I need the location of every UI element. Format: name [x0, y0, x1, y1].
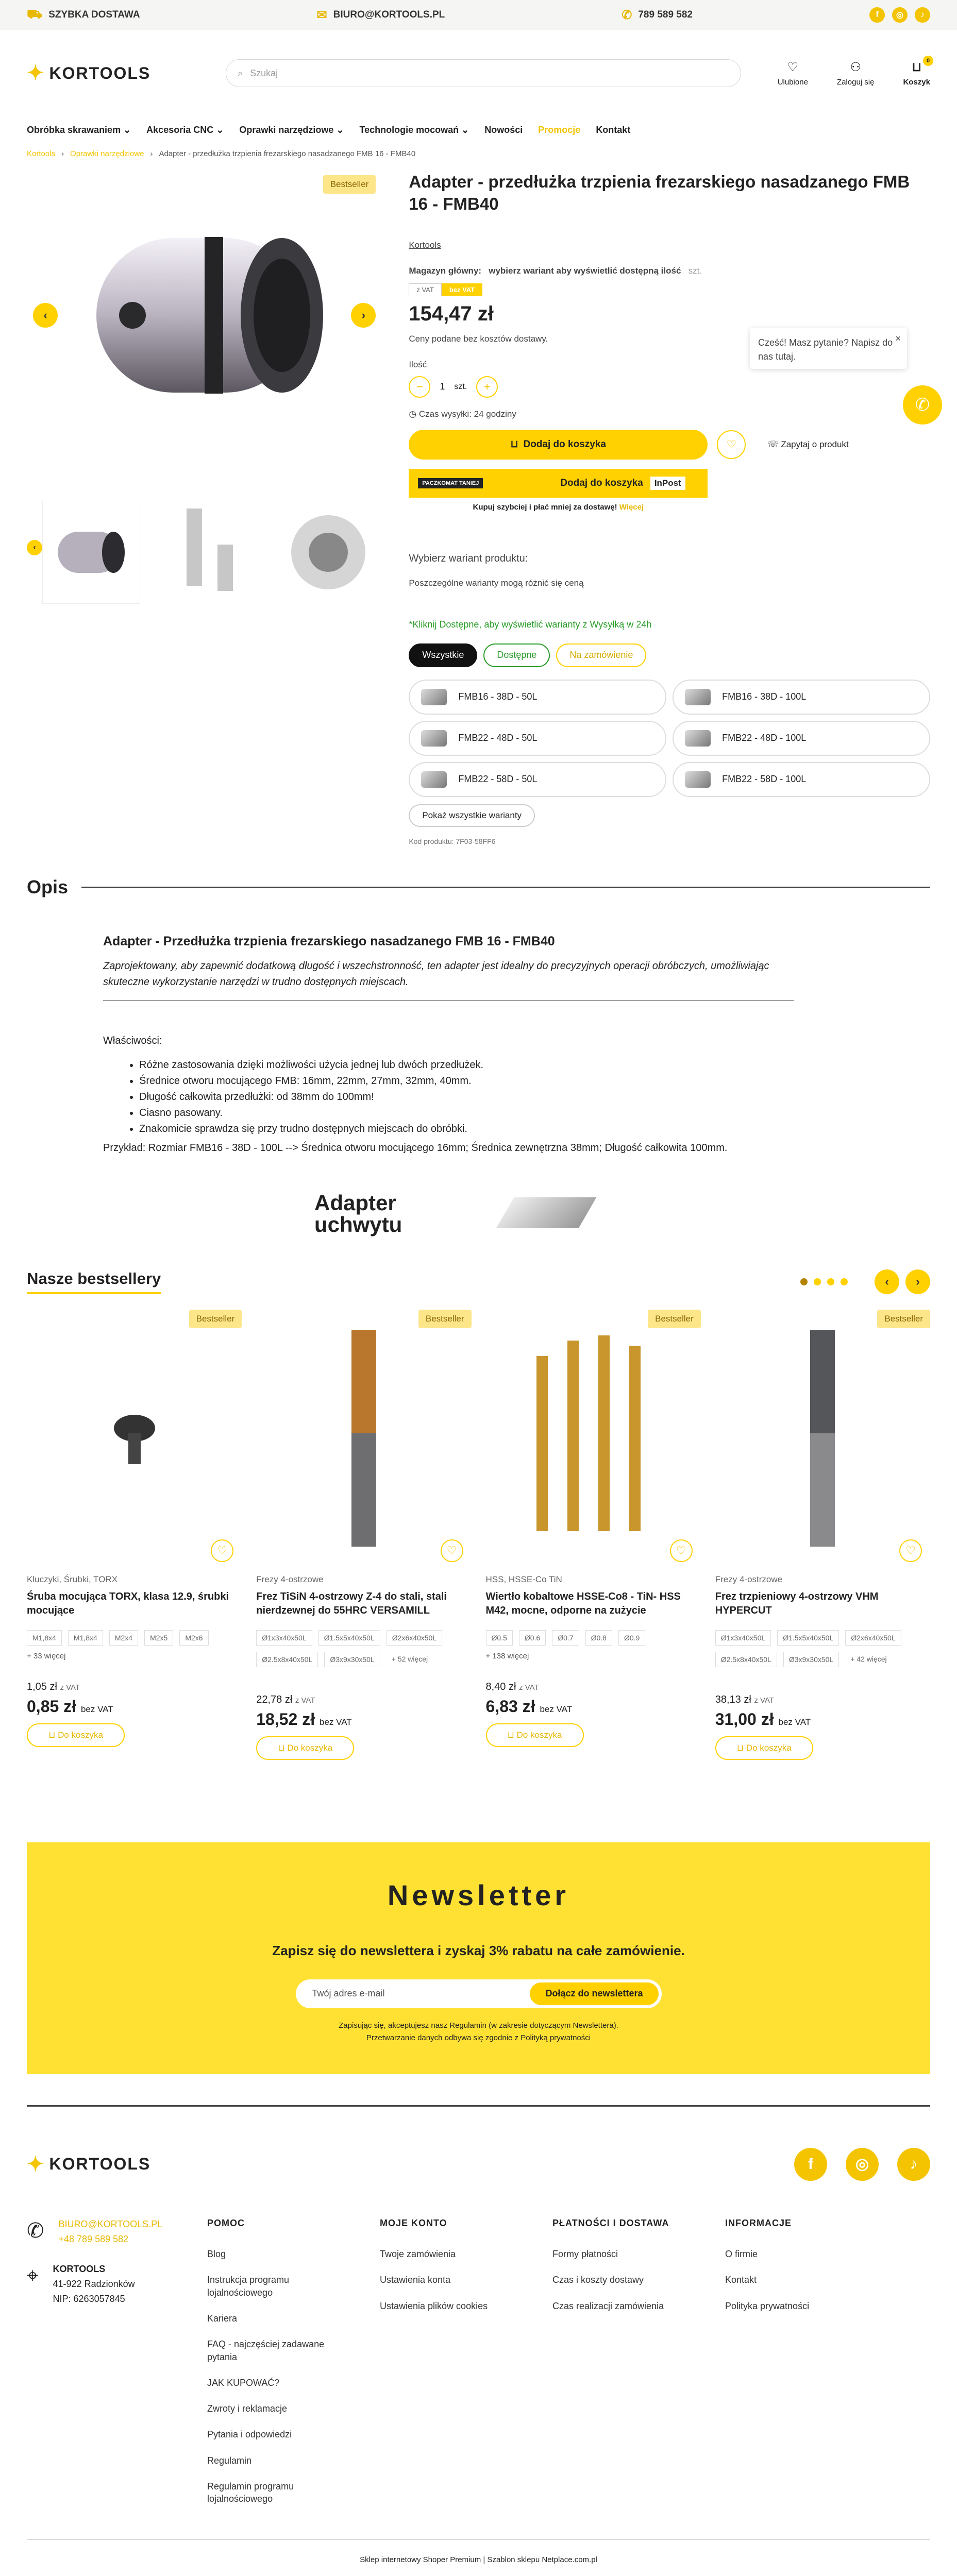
variant-heading: Wybierz wariant produktu:: [409, 552, 528, 564]
carousel-dots: [800, 1269, 930, 1294]
card-more[interactable]: + 33 więcej: [27, 1651, 66, 1660]
wishlist-button[interactable]: [778, 60, 808, 87]
login-label: Zaloguj się: [836, 78, 875, 87]
user-icon: ⚇: [850, 60, 861, 74]
mail-icon: ✉: [316, 8, 327, 22]
footer-credits: Sklep internetowy Shoper Premium | Szablon sklepu Netplace.com.pl: [360, 2555, 597, 2564]
nav-item-promotions[interactable]: Promocje: [538, 124, 581, 135]
bestseller-badge: Bestseller: [418, 1310, 472, 1328]
card-name[interactable]: Wiertło kobaltowe HSSE-Co8 - TiN- HSS M42, mocne, odporne na zużycie: [485, 1590, 681, 1616]
card-tags: Ø1x3x40x50L Ø1.5x5x40x50L Ø2x6x40x50L Ø2.5x8x40x50L Ø3x9x30x50L + 52 więcej: [256, 1630, 471, 1667]
cart-count-badge: 0: [923, 56, 933, 66]
brand-link[interactable]: Kortools: [409, 240, 441, 250]
filter-on-order[interactable]: Na zamówienie: [556, 643, 646, 667]
prev-image-button[interactable]: ‹: [33, 303, 58, 328]
qty-unit: szt.: [454, 382, 467, 391]
prop-item: • Znakomicie sprawdza się przy trudno dostępnych miejscach do obróbki.: [139, 1121, 854, 1137]
shipping-text: SZYBKA DOSTAWA: [48, 9, 140, 20]
warehouse-info: Magazyn główny: wybierz wariant aby wyświetlić dostępną ilość szt.: [409, 265, 702, 276]
prop-item: • Różne zastosowania dzięki możliwości użycia jednej lub dwóch przedłużek.: [139, 1057, 854, 1073]
card-gross-price: 38,13 zł z VAT: [715, 1693, 774, 1705]
newsletter-submit-button[interactable]: Dołącz do newslettera: [530, 1982, 658, 2005]
chat-popup[interactable]: [750, 328, 907, 369]
variant-option[interactable]: FMB16 - 38D - 50L: [409, 680, 666, 715]
card-category[interactable]: HSS, HSSE-Co TiN: [485, 1574, 562, 1584]
adapter-image: [50, 202, 359, 429]
card-image[interactable]: [256, 1310, 471, 1567]
chat-icon: ☏: [767, 439, 779, 449]
inpost-logo: InPost: [650, 477, 685, 490]
footer-link[interactable]: FAQ - najczęściej zadawane pytania: [207, 2339, 325, 2362]
footer-link[interactable]: JAK KUPOWAĆ?: [207, 2377, 280, 2388]
inpost-note: Kupuj szybciej i płać mniej za dostawę! Więcej: [473, 502, 644, 512]
add-to-wishlist-button[interactable]: [717, 430, 746, 459]
card-add-to-cart-button[interactable]: ⊔ Do koszyka: [715, 1736, 813, 1760]
footer-link[interactable]: Twoje zamówienia: [380, 2249, 456, 2260]
card-gross-price: 8,40 zł z VAT: [485, 1681, 539, 1692]
card-wishlist-button[interactable]: ♡: [211, 1539, 233, 1562]
card-add-to-cart-button[interactable]: ⊔ Do koszyka: [256, 1736, 354, 1760]
breadcrumb-category[interactable]: Oprawki narzędziowe: [70, 149, 144, 158]
vat-gross-button[interactable]: z VAT: [409, 283, 441, 296]
footer-link[interactable]: Instrukcja programu lojalnościowego: [207, 2275, 290, 2298]
footer-company: KORTOOLS: [53, 2264, 106, 2275]
variant-filters: [409, 643, 930, 667]
product-card[interactable]: [256, 1310, 471, 1760]
heart-icon: ♡: [787, 60, 799, 74]
card-category[interactable]: Frezy 4-ostrzowe: [256, 1574, 324, 1584]
footer-link[interactable]: Blog: [207, 2249, 226, 2260]
breadcrumb-current: Adapter - przedłużka trzpienia frezarskiego nasadzanego FMB 16 - FMB40: [159, 149, 416, 158]
description-title: Adapter - Przedłużka trzpienia frezarskiego nasadzanego FMB 16 - FMB40: [103, 934, 555, 948]
card-more[interactable]: + 42 więcej: [850, 1654, 887, 1663]
cart-actions: [409, 430, 930, 460]
footer-link[interactable]: Formy płatności: [552, 2249, 618, 2260]
main-image[interactable]: [27, 171, 382, 460]
carousel-dot[interactable]: [814, 1278, 821, 1285]
footer-phone[interactable]: +48 789 589 582: [58, 2233, 129, 2244]
footer-link[interactable]: Kariera: [207, 2313, 238, 2324]
main-nav: [0, 116, 957, 143]
thumbnail-strip: [27, 496, 382, 609]
cart-icon: ⊔: [510, 439, 518, 450]
card-net-price: 0,85 zł bez VAT: [27, 1697, 113, 1716]
description-image: [103, 1190, 854, 1236]
card-gross-price: 22,78 zł z VAT: [256, 1693, 315, 1705]
nav-item-cnc-accessories[interactable]: Akcesoria CNC ⌄: [146, 124, 224, 135]
instagram-icon[interactable]: ◎: [846, 2148, 879, 2181]
bestseller-badge: Bestseller: [189, 1310, 242, 1328]
footer-email[interactable]: BIURO@KORTOOLS.PL: [58, 2218, 163, 2229]
wishlist-label: Ulubione: [777, 78, 808, 87]
filter-all[interactable]: Wszystkie: [409, 643, 477, 667]
variant-thumb: [421, 689, 447, 705]
card-more[interactable]: + 138 więcej: [485, 1651, 529, 1660]
carousel-dot[interactable]: [800, 1278, 808, 1285]
breadcrumb: [0, 143, 957, 164]
bestsellers-carousel: [0, 1310, 957, 1760]
footer-link[interactable]: Pytania i odpowiedzi: [207, 2429, 292, 2440]
carousel-prev-button[interactable]: ‹: [875, 1269, 899, 1294]
variant-option[interactable]: FMB22 - 58D - 100L: [673, 762, 930, 797]
prop-item: • Długość całkowita przedłużki: od 38mm do 100mm!: [139, 1089, 854, 1105]
card-image[interactable]: [27, 1310, 242, 1567]
logo[interactable]: [27, 63, 207, 83]
cart-icon: ⊔: [736, 1742, 744, 1753]
description: [0, 934, 957, 1236]
chat-text: Cześć! Masz pytanie? Napisz do nas tutaj.: [758, 337, 893, 362]
chevron-right-icon: ›: [61, 149, 64, 158]
variant-thumb: [421, 771, 447, 788]
show-all-variants-button[interactable]: Pokaż wszystkie warianty: [409, 804, 535, 827]
variant-option[interactable]: FMB22 - 48D - 100L: [673, 721, 930, 756]
footer: [0, 2105, 957, 2576]
product-code: Kod produktu: 7F03-58FF6: [409, 837, 496, 845]
newsletter-form: [296, 1979, 662, 2008]
footer-link[interactable]: Ustawienia konta: [380, 2275, 451, 2285]
description-heading: Opis: [0, 876, 957, 898]
footer-columns: [27, 2217, 930, 2519]
footer-col-help: POMOC Blog Instrukcja programu lojalnościowego Kariera FAQ - najczęściej zadawane pytania JAK KUPOWAĆ? Zwroty i reklamacje Pytania i odpowiedzi Regulamin Regulamin programu lojalnościowego: [207, 2217, 380, 2519]
nav-item-clamping[interactable]: Technologie mocowań ⌄: [359, 124, 469, 135]
shipping-time: ◷ Czas wysyłki: 24 godziny: [409, 409, 516, 419]
image-caption: Adapter uchwytu: [314, 1190, 402, 1236]
close-icon[interactable]: ×: [895, 333, 901, 344]
footer-link[interactable]: Regulamin: [207, 2455, 252, 2466]
tiktok-icon[interactable]: ♪: [897, 2148, 930, 2181]
footer-link[interactable]: Polityka prywatności: [725, 2300, 810, 2311]
nav-item-machining[interactable]: Obróbka skrawaniem ⌄: [27, 124, 131, 135]
phone-icon: ✆: [27, 2219, 44, 2242]
card-net-price: 18,52 zł bez VAT: [256, 1709, 352, 1728]
thumbnail-2[interactable]: [161, 501, 259, 604]
phone-link[interactable]: [622, 8, 693, 23]
footer-address: 41-922 Radzionków: [53, 2279, 135, 2290]
product-price: 154,47 zł: [409, 302, 494, 325]
chat-button[interactable]: [903, 385, 942, 425]
card-more[interactable]: + 52 więcej: [391, 1654, 428, 1663]
instagram-icon[interactable]: ◎: [892, 7, 908, 23]
qty-plus-button[interactable]: +: [476, 376, 498, 398]
tiktok-icon[interactable]: ♪: [915, 7, 930, 23]
phone-text[interactable]: 789 589 582: [638, 9, 693, 20]
variant-option[interactable]: FMB22 - 48D - 50L: [409, 721, 666, 756]
search-placeholder: Szukaj: [250, 67, 278, 78]
card-wishlist-button[interactable]: ♡: [899, 1539, 922, 1562]
add-to-cart-button[interactable]: ⊔ Dodaj do koszyka: [409, 430, 708, 460]
card-wishlist-button[interactable]: ♡: [441, 1539, 463, 1562]
footer-link[interactable]: Czas i koszty dostawy: [552, 2275, 644, 2285]
bestseller-badge: Bestseller: [877, 1310, 930, 1328]
logo-text: KORTOOLS: [49, 63, 151, 82]
card-tags: Ø1x3x40x50L Ø1.5x5x40x50L Ø2x6x40x50L Ø2.5x8x40x50L Ø3x9x30x50L + 42 więcej: [715, 1630, 930, 1667]
login-button[interactable]: [837, 60, 875, 87]
header: [0, 30, 957, 116]
card-name[interactable]: Frez trzpieniowy 4-ostrzowy VHM HYPERCUT: [715, 1590, 879, 1616]
prop-item: • Ciasno pasowany.: [139, 1105, 854, 1121]
variant-option[interactable]: FMB22 - 58D - 50L: [409, 762, 666, 797]
variant-note: Poszczególne warianty mogą różnić się ceną: [409, 578, 584, 588]
newsletter-email-input[interactable]: Twój adres e-mail: [312, 1988, 385, 1999]
cart-icon: ⊔: [48, 1730, 56, 1740]
variant-thumb: [685, 689, 711, 705]
price-note: Ceny podane bez kosztów dostawy.: [409, 333, 548, 344]
facebook-icon[interactable]: f: [794, 2148, 827, 2181]
logo-mark-icon: ✦: [27, 62, 45, 84]
bestseller-badge: Bestseller: [323, 175, 376, 194]
search-input[interactable]: [226, 59, 741, 87]
nav-item-contact[interactable]: Kontakt: [596, 124, 631, 135]
qty-label: Ilość: [409, 359, 427, 369]
facebook-icon[interactable]: f: [869, 7, 885, 23]
card-add-to-cart-button[interactable]: ⊔ Do koszyka: [27, 1723, 125, 1747]
social-links: [869, 7, 930, 23]
footer-col-info: INFORMACJE O firmie Kontakt Polityka prywatności: [725, 2217, 880, 2519]
props-label: Właściwości:: [103, 1035, 162, 1046]
clock-icon: ◷: [409, 409, 417, 419]
next-image-button[interactable]: ›: [351, 303, 376, 328]
footer-link[interactable]: O firmie: [725, 2249, 758, 2260]
footer-nip: NIP: 6263057845: [53, 2293, 125, 2304]
variant-thumb: [685, 771, 711, 788]
cart-icon: ⊔: [507, 1730, 514, 1740]
footer-link[interactable]: Kontakt: [725, 2275, 757, 2285]
product-info: [409, 171, 930, 845]
example-text: Przykład: Rozmiar FMB16 - 38D - 100L --> Średnica otworu mocującego 16mm; Średnica zewnętrzna 38mm; Długość całkowita 100mm.: [103, 1142, 728, 1154]
qty-input[interactable]: 1: [440, 381, 445, 392]
ask-about-product-link[interactable]: ☏ Zapytaj o produkt: [767, 439, 849, 449]
truck-icon: ⛟: [27, 7, 43, 21]
location-icon: ⌖: [27, 2264, 39, 2287]
card-gross-price: 1,05 zł z VAT: [27, 1681, 80, 1692]
card-name[interactable]: Frez TiSiN 4-ostrzowy Z-4 do stali, stali nierdzewnej do 55HRC VERSAMILL: [256, 1590, 447, 1616]
carousel-dot[interactable]: [827, 1278, 834, 1285]
variant-option[interactable]: FMB16 - 38D - 100L: [673, 680, 930, 715]
product-card[interactable]: [715, 1310, 930, 1760]
qty-minus-button[interactable]: −: [409, 376, 430, 398]
phone-icon: ✆: [622, 8, 632, 22]
variant-hint: *Kliknij Dostępne, aby wyświetlić warianty z Wysyłką w 24h: [409, 619, 652, 630]
footer-link[interactable]: Regulamin programu lojalnościowego: [207, 2481, 294, 2504]
bag-icon: ⊔: [912, 60, 922, 74]
card-net-price: 31,00 zł bez VAT: [715, 1709, 811, 1728]
carousel-next-button[interactable]: ›: [905, 1269, 930, 1294]
card-tags: M1,8x4 M1,8x4 M2x4 M2x5 M2x6: [27, 1630, 242, 1646]
thumbnail-3[interactable]: [279, 501, 377, 604]
breadcrumb-home[interactable]: Kortools: [27, 149, 56, 158]
variant-grid: [409, 680, 930, 797]
product-card[interactable]: [27, 1310, 242, 1760]
shipping-info: [27, 7, 140, 23]
card-add-to-cart-button[interactable]: ⊔ Do koszyka: [486, 1723, 584, 1747]
search-icon: ⌕: [238, 67, 243, 78]
inpost-tag: PACZKOMAT TANIEJ: [418, 478, 483, 488]
inpost-more-link[interactable]: Więcej: [619, 502, 644, 512]
thumbs-prev-button[interactable]: ‹: [27, 540, 42, 555]
footer-col-payment: PŁATNOŚCI I DOSTAWA Formy płatności Czas i koszty dostawy Czas realizacji zamówienia: [552, 2217, 725, 2519]
product-section: [0, 171, 957, 845]
bestsellers-header: [0, 1269, 957, 1294]
bestseller-badge: Bestseller: [648, 1310, 701, 1328]
props-list: [139, 1057, 854, 1137]
inpost-add-button[interactable]: [409, 469, 708, 498]
footer-contact: [27, 2217, 207, 2519]
nav-item-new[interactable]: Nowości: [484, 124, 523, 135]
card-name[interactable]: Śruba mocująca TORX, klasa 12.9, śrubki mocujące: [27, 1590, 229, 1616]
email-link[interactable]: [317, 8, 445, 23]
card-image[interactable]: [486, 1310, 701, 1567]
footer-link[interactable]: Ustawienia plików cookies: [380, 2300, 488, 2311]
cart-label: Koszyk: [903, 78, 930, 87]
heart-icon: ♡: [726, 437, 737, 451]
image-part: [496, 1197, 597, 1228]
cart-button[interactable]: [903, 60, 930, 87]
variant-thumb: [685, 730, 711, 747]
vat-net-button[interactable]: bez VAT: [442, 283, 482, 296]
footer-col-account: MOJE KONTO Twoje zamówienia Ustawienia konta Ustawienia plików cookies: [380, 2217, 552, 2519]
footer-link[interactable]: Zwroty i reklamacje: [207, 2403, 288, 2414]
newsletter-subtitle: Zapisz się do newslettera i zyskaj 3% rabatu na całe zamówienie.: [272, 1942, 685, 1958]
filter-available[interactable]: Dostępne: [483, 643, 550, 667]
newsletter-title: Newsletter: [387, 1878, 570, 1911]
top-bar: [0, 0, 957, 30]
carousel-dot[interactable]: [841, 1278, 848, 1285]
email-text[interactable]: BIURO@KORTOOLS.PL: [333, 9, 445, 20]
newsletter: [27, 1842, 930, 2074]
inpost-btn-label: Dodaj do koszyka: [560, 477, 643, 488]
description-intro: Zaprojektowany, aby zapewnić dodatkową długość i wszechstronność, ten adapter jest idealny do precyzyjnych operacji obróbczych, umożliwiając skuteczne wykorzystanie narzędzi w trudno dostępnych miejscach.: [103, 958, 794, 1001]
thumbnail-1[interactable]: [42, 501, 140, 604]
card-category[interactable]: Kluczyki, Śrubki, TORX: [27, 1574, 118, 1584]
vat-toggle: [409, 283, 930, 296]
footer-divider: [27, 2105, 930, 2107]
footer-link[interactable]: Czas realizacji zamówienia: [552, 2300, 664, 2311]
logo-mark-icon: ✦: [27, 2153, 45, 2176]
chevron-right-icon: ›: [150, 149, 153, 158]
footer-social: [794, 2148, 930, 2181]
nav-item-tool-holders[interactable]: Oprawki narzędziowe ⌄: [239, 124, 344, 135]
product-title: Adapter - przedłużka trzpienia frezarskiego nasadzanego FMB 16 - FMB40: [409, 172, 910, 213]
card-net-price: 6,83 zł bez VAT: [485, 1697, 573, 1716]
variant-thumb: [421, 730, 447, 747]
product-card[interactable]: [486, 1310, 701, 1760]
product-gallery: [27, 171, 382, 845]
prop-item: • Średnice otworu mocującego FMB: 16mm, 22mm, 27mm, 32mm, 40mm.: [139, 1073, 854, 1089]
card-tags: Ø0.5 Ø0.6 Ø0.7 Ø0.8 Ø0.9: [486, 1630, 701, 1646]
bestsellers-title: Nasze bestsellery: [27, 1269, 161, 1294]
footer-logo[interactable]: ✦ KORTOOLS: [27, 2153, 151, 2176]
card-category[interactable]: Frezy 4-ostrzowe: [715, 1574, 783, 1584]
card-wishlist-button[interactable]: ♡: [670, 1539, 693, 1562]
quantity-stepper: [409, 376, 930, 398]
newsletter-note: Zapisując się, akceptujesz nasz Regulamin (w zakresie dotyczącym Newslettera). Przetwarzanie danych odbywa się zgodnie z Polityką prywatności: [339, 2021, 618, 2042]
whatsapp-icon: ✆: [915, 395, 930, 415]
card-image[interactable]: [715, 1310, 930, 1567]
cart-icon: ⊔: [278, 1742, 285, 1753]
